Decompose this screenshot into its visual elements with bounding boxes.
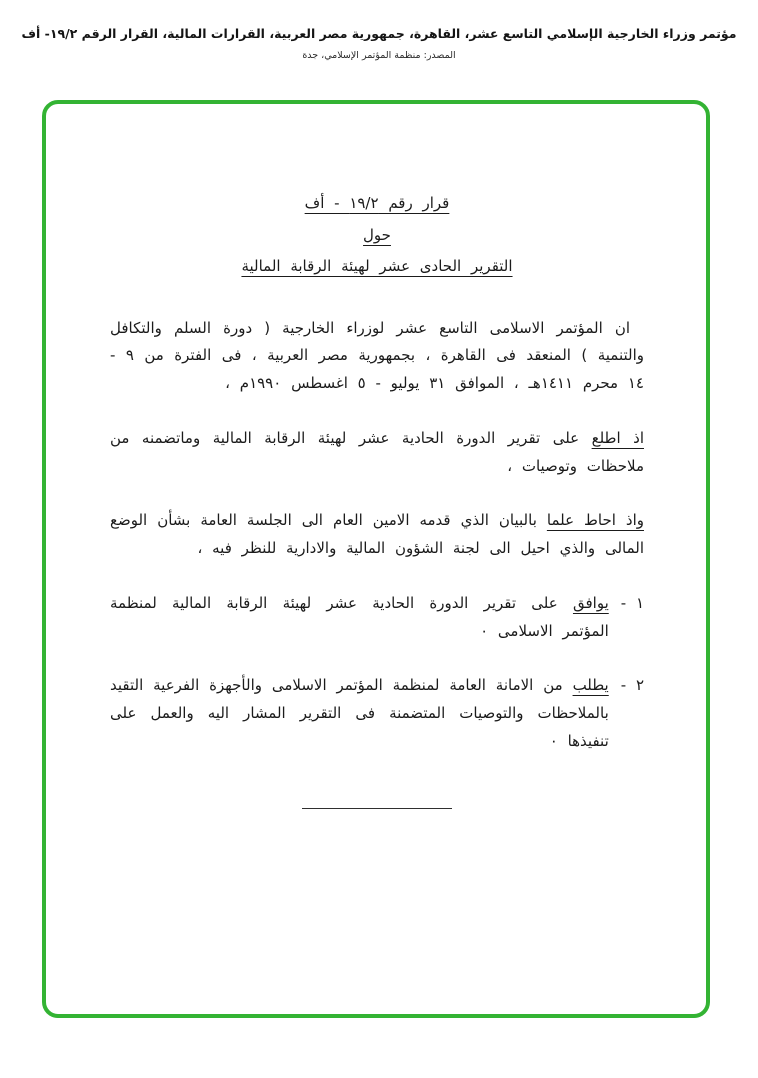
item-2-lead: يطلب: [572, 676, 609, 695]
document-header: [0, 26, 758, 61]
operative-item-2: [110, 672, 644, 755]
item-2-rest: من الامانة العامة لمنظمة المؤتمر الاسلامى والأجهزة الفرعية التقيد بالملاحظات والتوصيات المتضمنة فى التقرير المشار اليه والعمل على تنفيذها ٠: [110, 676, 609, 750]
document-frame: [42, 100, 710, 1018]
intro-paragraph: ان المؤتمر الاسلامى التاسع عشر لوزراء الخارجية ( دورة السلم والتكافل والتنمية ) المنعقد فى القاهرة ، بجمهورية مصر العربية ، فى الفترة من ٩ - ١٤ محرم ١٤١١هـ ، الموافق ٣١ يوليو - ٥ اغسطس ١٩٩٠م ،: [110, 318, 644, 392]
operative-item-1: [110, 590, 644, 646]
item-2-text: [110, 672, 609, 755]
resolution-number-title: قرار رقم ١٩/٢ - أف: [304, 194, 450, 212]
preamble-2-lead: واذ احاط علما: [546, 511, 644, 530]
title-block: [110, 188, 644, 283]
preamble-2-text: بالبيان الذي قدمه الامين العام الى الجلسة العامة بشأن الوضع المالى والذي احيل الى لجنة الشؤون المالية والادارية للنظر فيه ،: [110, 511, 644, 557]
preamble-1-lead: اذ اطلع: [591, 428, 644, 447]
item-1-number: ١ -: [620, 593, 644, 612]
item-2-number: ٢ -: [620, 676, 644, 695]
item-1-rest: على تقرير الدورة الحادية عشر لهيئة الرقابة المالية لمنظمة المؤتمر الاسلامى ٠: [110, 593, 609, 640]
item-1-lead: يوافق: [572, 593, 609, 612]
title-about-word: حول: [363, 225, 391, 244]
document-content: [46, 104, 706, 809]
end-of-text-rule: [302, 808, 452, 809]
header-source-line: المصدر: منظمة المؤتمر الإسلامي، جدة: [302, 50, 456, 61]
resolution-subject-title: التقرير الحادى عشر لهيئة الرقابة المالية: [241, 257, 513, 275]
item-1-text: [110, 590, 609, 646]
preamble-paragraph-1: [110, 425, 644, 481]
header-citation-line: مؤتمر وزراء الخارجية الإسلامي التاسع عشر، القاهرة، جمهورية مصر العربية، القرارات المالية، القرار الرقم ١٩/٢- أف: [21, 26, 737, 41]
preamble-1-text: على تقرير الدورة الحادية عشر لهيئة الرقابة المالية وماتضمنه من ملاحظات وتوصيات ،: [110, 428, 644, 475]
preamble-paragraph-2: [110, 507, 644, 563]
